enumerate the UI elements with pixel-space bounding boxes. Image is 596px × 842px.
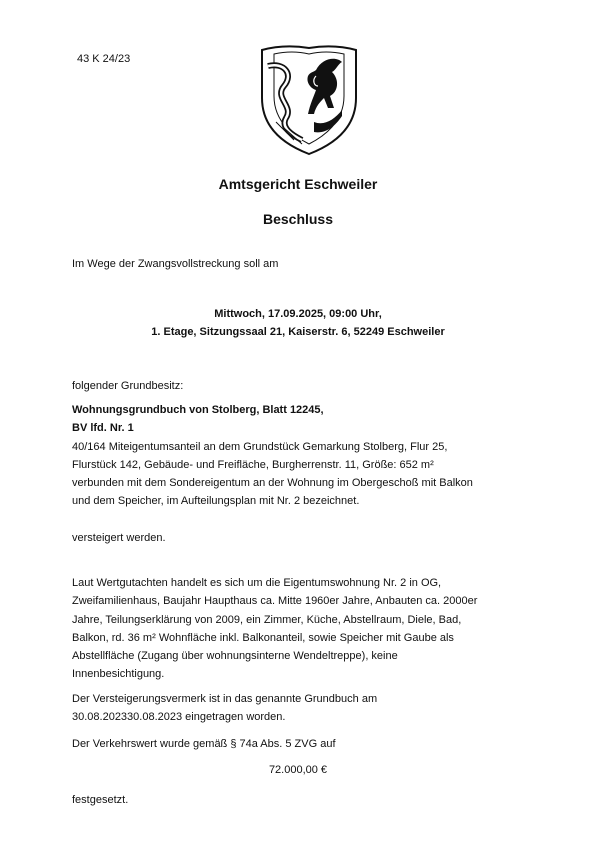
property-description-line: verbunden mit dem Sondereigentum an der Wohnung im Obergeschoß mit Balkon	[72, 477, 473, 490]
case-reference: 43 K 24/23	[77, 53, 131, 65]
appraisal-line: Balkon, rd. 36 m² Wohnfläche inkl. Balkonanteil, sowie Speicher mit Gaube als	[72, 631, 454, 644]
appraisal-block	[72, 574, 542, 684]
appraisal-line: Abstellfläche (Zugang über wohnungsinterne Wendeltreppe), keine	[72, 650, 398, 663]
intro-text: Im Wege der Zwangsvollstreckung soll am	[72, 258, 279, 270]
property-description-line: 40/164 Miteigentumsanteil an dem Grundstück Gemarkung Stolberg, Flur 25,	[72, 440, 448, 453]
appraisal-line: Laut Wertgutachten handelt es sich um die Eigentumswohnung Nr. 2 in OG,	[72, 577, 442, 589]
appraisal-line: Jahre, Teilungserklärung von 2009, ein Zimmer, Küche, Abstellraum, Diele, Bad,	[72, 613, 462, 626]
appraisal-line: Innenbesichtigung.	[72, 668, 165, 681]
property-intro: folgender Grundbesitz:	[72, 380, 184, 392]
property-description-line: Flurstück 142, Gebäude- und Freifläche, Burgherrenstr. 11, Größe: 652 m²	[72, 458, 434, 471]
registration-line: Der Versteigerungsvermerk ist in das genannte Grundbuch am	[72, 693, 378, 705]
market-value-amount: 72.000,00 €	[268, 764, 328, 776]
market-value-intro: Der Verkehrswert wurde gemäß § 74a Abs. 5 ZVG auf	[72, 738, 336, 750]
property-register-number: BV lfd. Nr. 1	[72, 422, 134, 435]
auction-date-time: Mittwoch, 17.09.2025, 09:00 Uhr,	[214, 308, 382, 320]
appraisal-line: Zweifamilienhaus, Baujahr Haupthaus ca. Mitte 1960er Jahre, Anbauten ca. 2000er	[72, 595, 478, 608]
property-block	[72, 401, 542, 511]
coat-of-arms-crest	[254, 36, 364, 156]
auctioned-text: versteigert werden.	[72, 532, 166, 544]
registration-block	[72, 690, 542, 727]
fixed-text: festgesetzt.	[72, 794, 129, 806]
property-register-line: Wohnungsgrundbuch von Stolberg, Blatt 12245,	[72, 404, 324, 416]
court-name: Amtsgericht Eschweiler	[218, 176, 378, 192]
registration-line: 30.08.202330.08.2023 eingetragen worden.	[72, 711, 286, 724]
auction-location: 1. Etage, Sitzungssaal 21, Kaiserstr. 6, 52249 Eschweiler	[151, 326, 445, 338]
document-title: Beschluss	[262, 211, 334, 227]
property-description-line: und dem Speicher, im Aufteilungsplan mit Nr. 2 bezeichnet.	[72, 495, 360, 508]
